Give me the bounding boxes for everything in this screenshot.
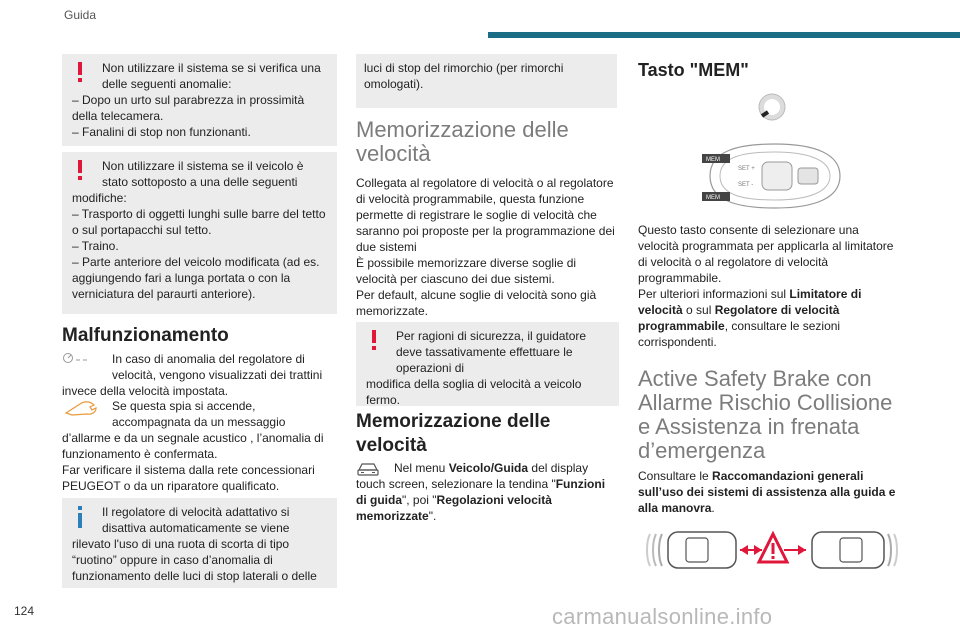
malf-text-cont: Far verificare il sistema dalla rete concessionari PEUGEOT o da un riparatore qualificato. bbox=[62, 463, 315, 493]
para-text: Consultare le bbox=[638, 469, 713, 483]
para-text: , consultare le sezioni corrispondenti. bbox=[638, 319, 841, 349]
warning-item: – Parte anteriore del veicolo modificata (ad es. aggiungendo fari a lunga portata o con la verniciatura del paraurti anteriore). bbox=[72, 255, 320, 301]
info-box bbox=[62, 498, 337, 588]
stalk-label-set-minus: SET - bbox=[738, 182, 754, 188]
malf-text-cont: invece della velocità impostata. bbox=[62, 384, 229, 398]
warning-box-anomalies bbox=[62, 54, 337, 146]
warning-icon bbox=[370, 330, 378, 352]
menu-bold: Regolazioni velocità memorizzate bbox=[356, 493, 552, 523]
collision-warning-illustration bbox=[644, 528, 902, 572]
warning-box-modifications bbox=[62, 152, 337, 314]
info-cont: rilevato l'uso di una ruota di scorta di tipo “ruotino” oppure in caso d’anomalia di funzionamento delle luci di stop laterali o delle bbox=[72, 537, 317, 583]
page-number: 124 bbox=[14, 604, 35, 618]
warning-item: – Dopo un urto sul parabrezza in prossimità della telecamera. bbox=[72, 93, 305, 123]
steering-wheel-icon bbox=[752, 92, 792, 122]
menu-bold: Veicolo/Guida bbox=[448, 461, 529, 475]
menu-bold: Funzioni di guida bbox=[356, 477, 606, 507]
para-text: Questo tasto consente di selezionare una velocità programmata per applicarla al limitatore di velocità o al regolatore di velocità programmabile. bbox=[638, 223, 894, 285]
paragraph bbox=[638, 222, 900, 350]
warning-lead: Non utilizzare il sistema se il veicolo è stato sottoposto a una delle seguenti bbox=[102, 159, 304, 189]
wrench-warning-icon bbox=[62, 398, 102, 418]
para-text: È possibile memorizzare diverse soglie di velocità per ciascuno dei due sistemi. bbox=[356, 256, 577, 286]
section-heading: Tasto "MEM" bbox=[638, 60, 749, 80]
warning-lead: Per ragioni di sicurezza, il guidatore deve tassativamente effettuare le operazioni di bbox=[396, 329, 587, 375]
dashes-paragraph bbox=[62, 351, 324, 399]
warning-item: – Fanalini di stop non funzionanti. bbox=[72, 125, 251, 139]
section-heading: Malfunzionamento bbox=[62, 325, 229, 346]
car-menu-icon bbox=[356, 460, 380, 478]
warning-box-safety bbox=[356, 322, 619, 406]
para-text: Collegata al regolatore di velocità o al regolatore di velocità programmabile, questa funzione permette di registrare le soglie di velocità che saranno poi proposte per la programmazione dei due sistemi bbox=[356, 176, 615, 254]
menu-text: Nel menu bbox=[394, 461, 449, 475]
section-heading: Memorizzazione delle velocità bbox=[356, 411, 551, 456]
menu-paragraph bbox=[356, 460, 618, 524]
info-lead: Il regolatore di velocità adattativo si disattiva automaticamente se viene bbox=[102, 505, 290, 535]
warning-icon bbox=[76, 160, 84, 182]
consult-paragraph bbox=[638, 468, 900, 516]
menu-text: del display touch screen, selezionare la tendina " bbox=[356, 461, 589, 491]
para-bold: Regolatore di velocità programmabile bbox=[638, 303, 840, 333]
warning-item: – Trasporto di oggetti lunghi sulle barre del tetto o sul portapacchi sul tetto. bbox=[72, 207, 326, 237]
info-box-continued bbox=[356, 54, 617, 108]
header-label: Guida bbox=[64, 8, 97, 22]
paragraph bbox=[356, 175, 618, 319]
menu-text: ". bbox=[428, 509, 437, 523]
info-cont: luci di stop del rimorchio (per rimorchi omologati). bbox=[364, 61, 564, 91]
warning-lead: Non utilizzare il sistema se si verifica una delle seguenti anomalie: bbox=[102, 61, 321, 91]
malf-text-cont: d’allarme e da un segnale acustico , l’anomalia di funzionamento è confermata. bbox=[62, 431, 324, 461]
malf-text: Se questa spia si accende, accompagnata da un messaggio bbox=[112, 399, 286, 429]
warning-cont: modifica della soglia di velocità a veicolo fermo. bbox=[366, 377, 582, 407]
watermark: carmanualsonline.info bbox=[552, 604, 773, 629]
para-mixed bbox=[638, 286, 900, 350]
para-text: . bbox=[711, 501, 715, 515]
section-heading: Active Safety Brake con Allarme Rischio Collisione e Assistenza in frenata d’emergenza bbox=[638, 366, 893, 463]
section-heading: Memorizzazione delle velocità bbox=[356, 117, 569, 166]
header-bar bbox=[488, 32, 960, 38]
para-bold: Raccomandazioni generali sull’uso dei sistemi di assistenza alla guida e alla manovra bbox=[638, 469, 896, 515]
warning-cont: modifiche: bbox=[72, 191, 127, 205]
stalk-label-mem: MEM bbox=[706, 157, 720, 163]
para-text: o sul bbox=[682, 303, 715, 317]
warning-icon bbox=[76, 62, 84, 84]
menu-text: ", poi " bbox=[402, 493, 437, 507]
speedometer-dashes-icon bbox=[62, 351, 92, 365]
warning-item: – Traino. bbox=[72, 239, 119, 253]
stalk-label-set-plus: SET + bbox=[738, 166, 755, 172]
para-bold: Limitatore di velocità bbox=[638, 287, 862, 317]
malf-text: In caso di anomalia del regolatore di velocità, vengono visualizzati dei trattini bbox=[112, 352, 323, 382]
stalk-label-mem: MEM bbox=[706, 195, 720, 201]
cruise-control-stalk-image bbox=[700, 140, 850, 212]
para-text: Per ulteriori informazioni sul bbox=[638, 287, 790, 301]
info-icon bbox=[76, 506, 84, 528]
warning-light-paragraph bbox=[62, 398, 332, 494]
para-text: Per default, alcune soglie di velocità sono già memorizzate. bbox=[356, 288, 597, 318]
